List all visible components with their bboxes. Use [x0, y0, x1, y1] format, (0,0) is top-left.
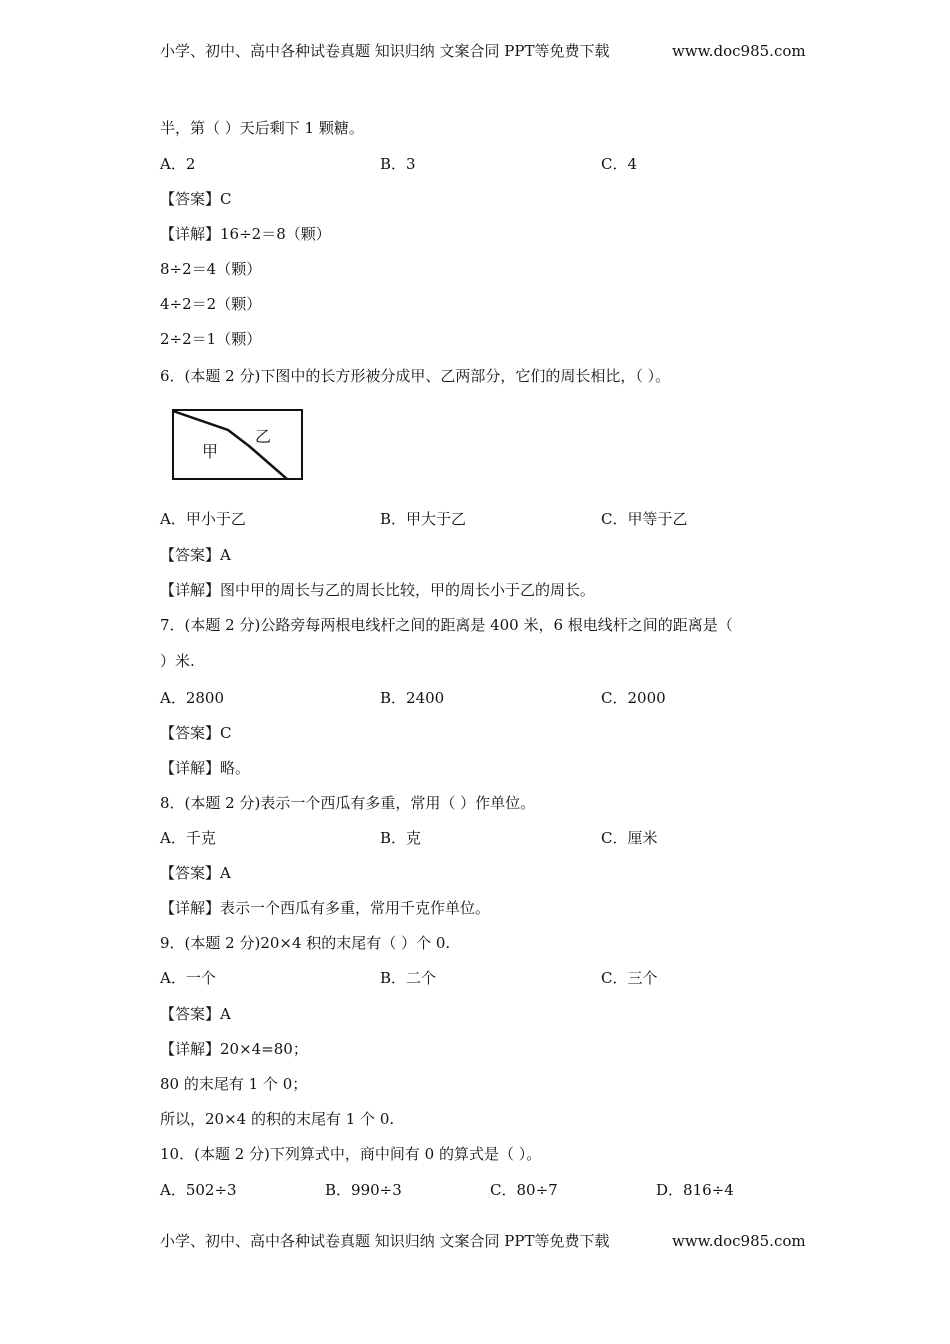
q7-option-b: B．2400	[380, 689, 445, 707]
q8-option-b: B．克	[380, 829, 422, 847]
q6-detail: 【详解】图中甲的周长与乙的周长比较，甲的周长小于乙的周长。	[160, 581, 596, 599]
q9-option-a: A．一个	[160, 969, 216, 987]
q5-detail-3: 4÷2＝2（颗）	[160, 295, 262, 313]
q9-detail-2: 80 的末尾有 1 个 0；	[160, 1075, 308, 1093]
q8-answer: 【答案】A	[160, 864, 231, 882]
q9-option-b: B．二个	[380, 969, 437, 987]
q6-rectangle-figure	[172, 409, 303, 480]
q5-answer: 【答案】C	[160, 190, 232, 208]
q5-detail-4: 2÷2＝1（颗）	[160, 330, 262, 348]
q5-option-c: C．4	[601, 155, 638, 173]
q9-stem: 9．(本题 2 分)20×4 积的末尾有（ ）个 0.	[160, 934, 451, 952]
q9-option-c: C．三个	[601, 969, 658, 987]
q8-option-c: C．厘米	[601, 829, 658, 847]
q8-option-a: A．千克	[160, 829, 216, 847]
footer-url: www.doc985.com	[672, 1232, 806, 1250]
q6-answer: 【答案】A	[160, 546, 231, 564]
q10-option-b: B．990÷3	[325, 1181, 402, 1199]
q10-option-c: C．80÷7	[490, 1181, 558, 1199]
q10-option-a: A．502÷3	[160, 1181, 237, 1199]
q6-rectangle-border	[173, 410, 302, 479]
q6-option-c: C．甲等于乙	[601, 510, 688, 528]
q7-detail: 【详解】略。	[160, 759, 251, 777]
q6-label-jia: 甲	[202, 442, 219, 461]
q6-label-yi: 乙	[255, 427, 272, 446]
q7-answer: 【答案】C	[160, 724, 232, 742]
q5-option-a: A．2	[160, 155, 196, 173]
footer-text: 小学、初中、高中各种试卷真题 知识归纳 文案合同 PPT等免费下载	[160, 1232, 610, 1250]
q9-detail-1: 【详解】20×4=80；	[160, 1040, 308, 1058]
q7-option-a: A．2800	[160, 689, 225, 707]
q7-stem-line2: ）米.	[160, 652, 195, 670]
q8-detail: 【详解】表示一个西瓜有多重，常用千克作单位。	[160, 899, 491, 917]
q7-option-c: C．2000	[601, 689, 666, 707]
q8-stem: 8．(本题 2 分)表示一个西瓜有多重，常用（ ）作单位。	[160, 794, 536, 812]
q5-detail-2: 8÷2＝4（颗）	[160, 260, 262, 278]
q6-option-a: A．甲小于乙	[160, 510, 246, 528]
q6-stem: 6．(本题 2 分)下图中的长方形被分成甲、乙两部分，它们的周长相比，（ ）。	[160, 367, 671, 385]
q6-option-b: B．甲大于乙	[380, 510, 467, 528]
q5-option-b: B．3	[380, 155, 416, 173]
q9-answer: 【答案】A	[160, 1005, 231, 1023]
q9-detail-3: 所以，20×4 的积的末尾有 1 个 0.	[160, 1110, 395, 1128]
q5-stem-tail: 半，第（ ）天后剩下 1 颗糖。	[160, 119, 364, 137]
q5-detail-1: 【详解】16÷2＝8（颗）	[160, 225, 331, 243]
q10-option-d: D．816÷4	[656, 1181, 734, 1199]
q7-stem-line1: 7．(本题 2 分)公路旁每两根电线杆之间的距离是 400 米，6 根电线杆之间的距离是（	[160, 616, 733, 634]
q10-stem: 10．(本题 2 分)下列算式中，商中间有 0 的算式是（ ）。	[160, 1145, 542, 1163]
header-url: www.doc985.com	[672, 42, 806, 60]
header-text: 小学、初中、高中各种试卷真题 知识归纳 文案合同 PPT等免费下载	[160, 42, 610, 60]
